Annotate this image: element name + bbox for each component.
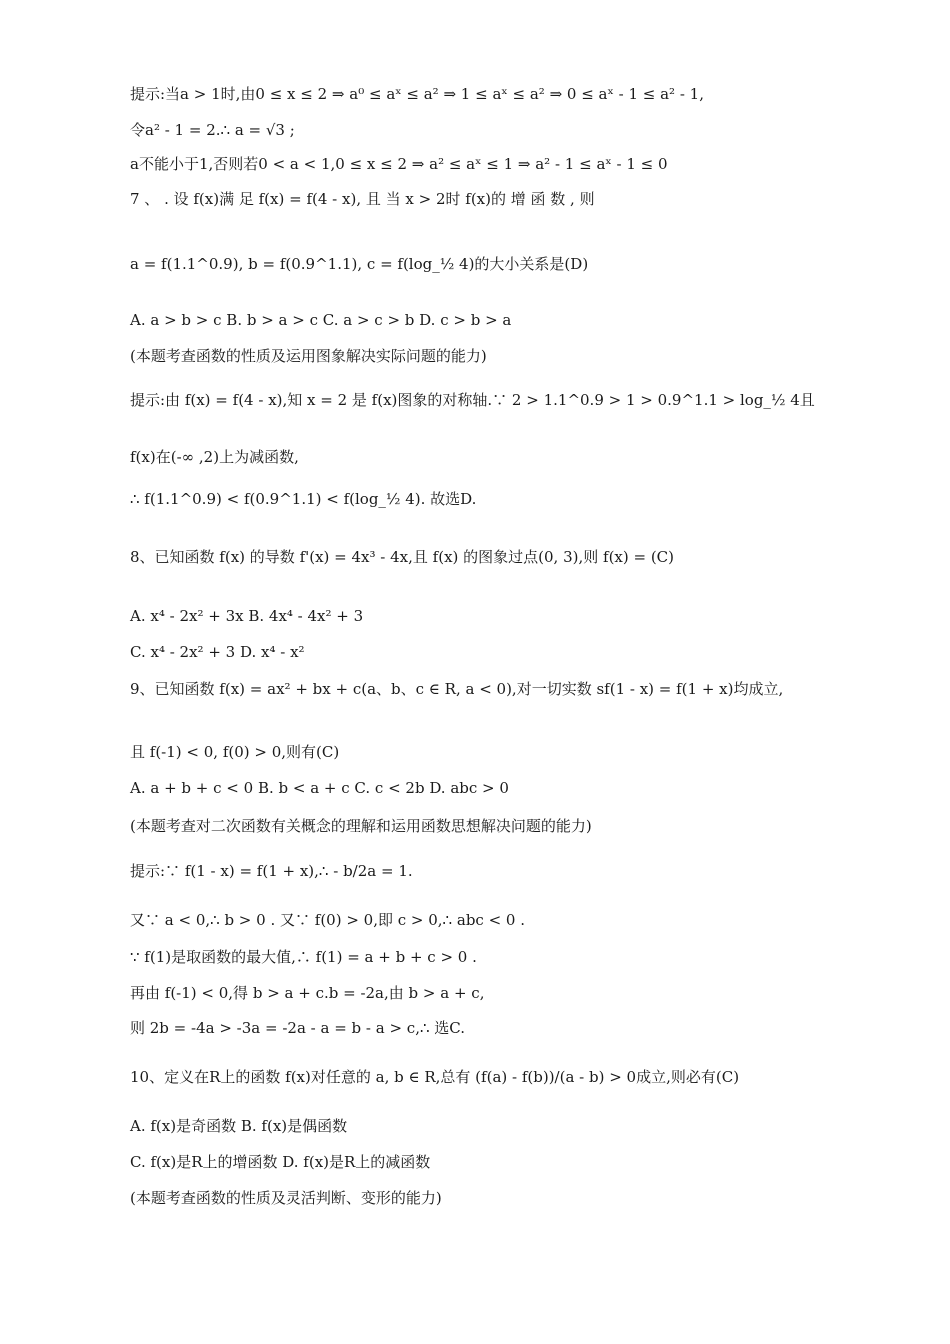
question-7-note: (本题考查函数的性质及运用图象解决实际问题的能力)	[130, 347, 487, 365]
hint-line-a-gt-1: 提示:当a > 1时,由0 ≤ x ≤ 2 ⇒ a⁰ ≤ aˣ ≤ a² ⇒ 1 ≤ aˣ ≤ a² ⇒ 0 ≤ aˣ - 1 ≤ a² - 1,	[130, 85, 704, 103]
question-8-options-cd: C. x⁴ - 2x² + 3 D. x⁴ - x²	[130, 643, 305, 661]
question-8-stem: 8、已知函数 f(x) 的导数 f'(x) = 4x³ - 4x,且 f(x) 的图象过点(0, 3),则 f(x) = (C)	[130, 548, 675, 566]
question-9-condition: 且 f(-1) < 0, f(0) > 0,则有(C)	[130, 743, 340, 761]
question-8-options-ab: A. x⁴ - 2x² + 3x B. 4x⁴ - 4x² + 3	[130, 607, 364, 625]
question-9-hint-3: ∵ f(1)是取函数的最大值,∴ f(1) = a + b + c > 0 .	[130, 948, 477, 966]
question-10-options-ab: A. f(x)是奇函数 B. f(x)是偶函数	[130, 1117, 348, 1135]
question-9-hint-5: 则 2b = -4a > -3a = -2a - a = b - a > c,∴ 选C.	[130, 1019, 465, 1037]
question-7-expression: a = f(1.1^0.9), b = f(0.9^1.1), c = f(log_½ 4)的大小关系是(D)	[130, 255, 589, 273]
question-9-hint-4: 再由 f(-1) < 0,得 b > a + c.b = -2a,由 b > a + c,	[130, 984, 485, 1002]
hint-line-a-sqrt3: 令a² - 1 = 2.∴ a = √3 ;	[130, 121, 295, 139]
question-7-options: A. a > b > c B. b > a > c C. a > c > b D. c > b > a	[130, 311, 512, 329]
question-7-hint-1: 提示:由 f(x) = f(4 - x),知 x = 2 是 f(x)图象的对称轴.∵ 2 > 1.1^0.9 > 1 > 0.9^1.1 > log_½ 4且	[130, 391, 815, 409]
question-9-stem: 9、已知函数 f(x) = ax² + bx + c(a、b、c ∈ R, a < 0),对一切实数 sf(1 - x) = f(1 + x)均成立,	[130, 680, 784, 698]
question-10-options-cd: C. f(x)是R上的增函数 D. f(x)是R上的减函数	[130, 1153, 431, 1171]
question-7-stem: 7 、 . 设 f(x)满 足 f(x) = f(4 - x), 且 当 x > 2时 f(x)的 增 函 数 , 则	[130, 190, 595, 208]
question-10-stem: 10、定义在R上的函数 f(x)对任意的 a, b ∈ R,总有 (f(a) - f(b))/(a - b) > 0成立,则必有(C)	[130, 1068, 740, 1086]
question-9-hint-1: 提示:∵ f(1 - x) = f(1 + x),∴ - b/2a = 1.	[130, 862, 413, 880]
question-7-hint-2: f(x)在(-∞ ,2)上为减函数,	[130, 448, 299, 466]
question-9-options: A. a + b + c < 0 B. b < a + c C. c < 2b D. abc > 0	[130, 779, 509, 797]
question-7-hint-3: ∴ f(1.1^0.9) < f(0.9^1.1) < f(log_½ 4). 故选D.	[130, 490, 477, 508]
hint-line-a-not-lt-1: a不能小于1,否则若0 < a < 1,0 ≤ x ≤ 2 ⇒ a² ≤ aˣ ≤ 1 ⇒ a² - 1 ≤ aˣ - 1 ≤ 0	[130, 155, 668, 173]
question-9-hint-2: 又∵ a < 0,∴ b > 0 . 又∵ f(0) > 0,即 c > 0,∴ abc < 0 .	[130, 911, 526, 929]
question-10-note: (本题考查函数的性质及灵活判断、变形的能力)	[130, 1189, 442, 1207]
question-9-note: (本题考查对二次函数有关概念的理解和运用函数思想解决问题的能力)	[130, 817, 592, 835]
